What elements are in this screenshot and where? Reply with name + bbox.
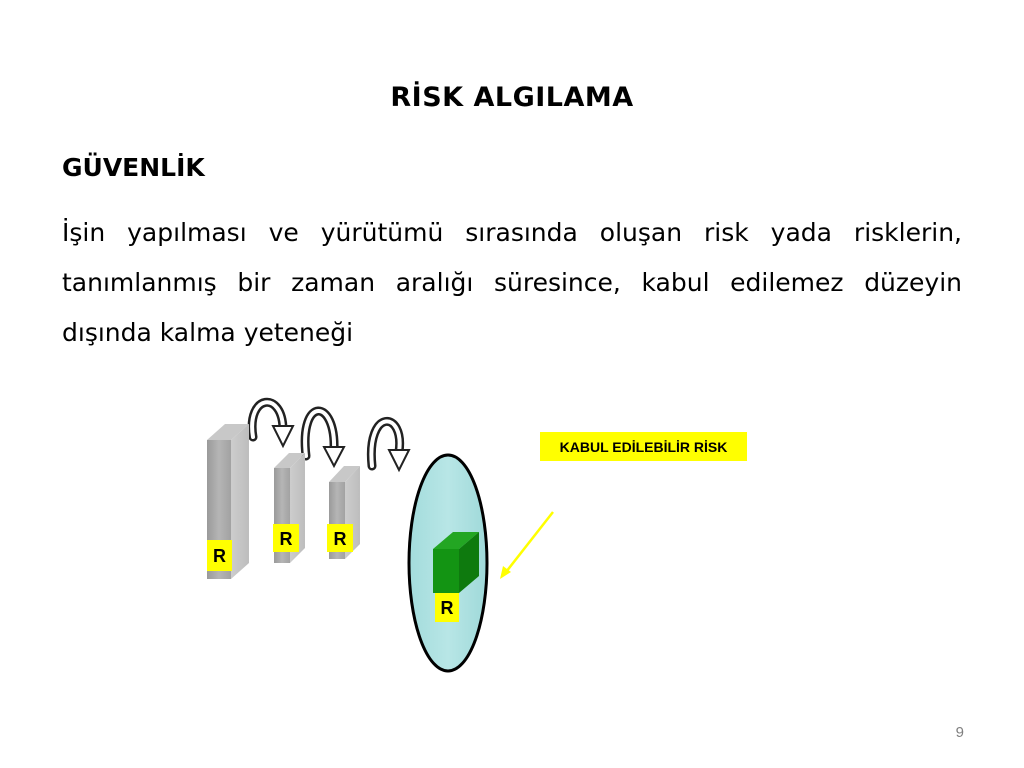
curved-arrow-icon: [371, 421, 409, 470]
risk-label: R: [333, 529, 347, 549]
section-heading: GÜVENLİK: [62, 153, 205, 182]
risk-label: R: [279, 529, 293, 549]
slide-title: RİSK ALGILAMA: [390, 82, 634, 113]
curved-arrow-icon: [305, 411, 344, 466]
pointer-arrow-icon: [500, 512, 553, 579]
risk-block-medium: [273, 453, 305, 563]
risk-block-small: [327, 466, 360, 559]
page-number: 9: [955, 724, 964, 741]
risk-block-large: [207, 424, 249, 579]
curved-arrow-icon: [252, 402, 293, 446]
acceptable-risk-callout: KABUL EDİLEBİLİR RİSK: [559, 439, 728, 455]
risk-label: R: [440, 598, 454, 618]
definition-text: İşin yapılması ve yürütümü sırasında oluşan risk yada risklerin, tanımlanmış bir zaman aralığı süresince, kabul edilemez düzeyin dışında kalma yeteneği: [62, 218, 962, 347]
risk-label: R: [213, 546, 226, 566]
